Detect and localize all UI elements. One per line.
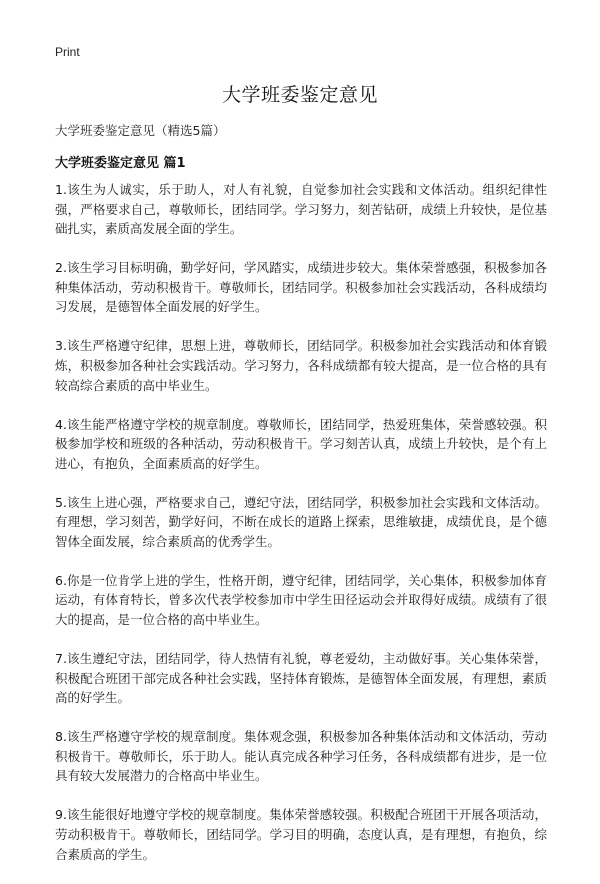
paragraph-1: 1.该生为人诚实，乐于助人，对人有礼貌，自觉参加社会实践和文体活动。组织纪律性强，严格要求自己，尊敬师长，团结同学。学习努力，刻苦钻研，成绩上升较快，是位基础扎实，素质高发展全面的学生。	[55, 182, 547, 237]
document-title: 大学班委鉴定意见	[221, 84, 378, 106]
print-link[interactable]: Print	[55, 45, 80, 59]
paragraph-4: 4.该生能严格遵守学校的规章制度。尊敬师长，团结同学，热爱班集体，荣誉感较强。积极参加学校和班级的各种活动，劳动积极肯干。学习刻苦认真，成绩上升较快，是个有上进心，有抱负，全面素质高的好学生。	[55, 416, 547, 471]
paragraph-9: 9.该生能很好地遵守学校的规章制度。集体荣誉感较强。积极配合班团干开展各项活动，劳动积极肯干。尊敬师长，团结同学。学习目的明确，态度认真，是有理想，有抱负，综合素质高的学生。	[55, 807, 547, 862]
paragraph-7: 7.该生遵纪守法，团结同学，待人热情有礼貌，尊老爱幼，主动做好事。关心集体荣誉，积极配合班团干部完成各种社会实践，坚持体育锻炼，是德智体全面发展，有理想，素质高的好学生。	[55, 651, 547, 706]
paragraph-3: 3.该生严格遵守纪律，思想上进，尊敬师长，团结同学。积极参加社会实践活动和体育锻炼，积极参加各种社会实践活动。学习努力，各科成绩都有较大提高，是一位合格的具有较高综合素质的高中毕业生。	[55, 338, 547, 393]
paragraph-5: 5.该生上进心强，严格要求自己，遵纪守法，团结同学，积极参加社会实践和文体活动。有理想，学习刻苦，勤学好问，不断在成长的道路上探索，思维敏捷，成绩优良，是个德智体全面发展，综合素质高的优秀学生。	[55, 494, 547, 549]
paragraph-6: 6.你是一位肯学上进的学生，性格开朗，遵守纪律，团结同学，关心集体，积极参加体育运动，有体育特长，曾多次代表学校参加市中学生田径运动会并取得好成绩。成绩有了很大的提高，是一位合格的高中毕业生。	[55, 572, 547, 628]
paragraph-2: 2.该生学习目标明确，勤学好问，学风踏实，成绩进步较大。集体荣誉感强，积极参加各种集体活动，劳动积极肯干。尊敬师长，团结同学。积极参加社会实践活动，各科成绩均习发展，是德智体全面发展的好学生。	[55, 260, 547, 315]
paragraph-8: 8.该生严格遵守学校的规章制度。集体观念强，积极参加各种集体活动和文体活动，劳动积极肯干。尊敬师长，乐于助人。能认真完成各种学习任务，各科成绩都有进步，是一位具有较大发展潜力的合格高中毕业生。	[55, 729, 547, 784]
document-body	[55, 180, 547, 884]
document-subtitle: 大学班委鉴定意见（精选5篇）	[55, 123, 226, 138]
section-heading: 大学班委鉴定意见 篇1	[55, 156, 186, 171]
